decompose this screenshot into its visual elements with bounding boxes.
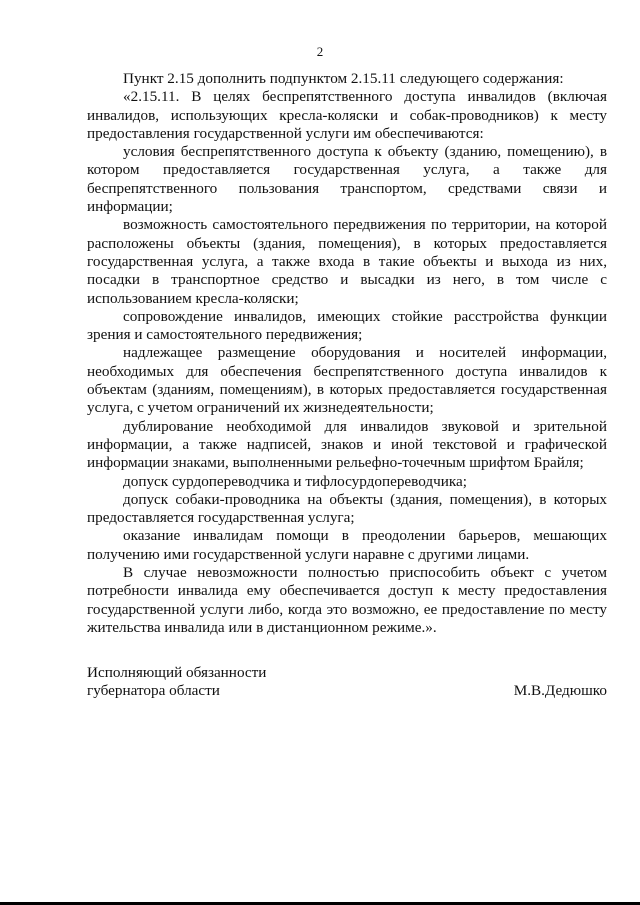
paragraph: допуск собаки-проводника на объекты (здания, помещения), в которых предоставляется государственная услуга; [87,490,607,527]
paragraph: оказание инвалидам помощи в преодолении барьеров, мешающих получению ими государственной услуги наравне с другими лицами. [87,527,607,563]
paragraph: возможность самостоятельного передвижения по территории, на которой расположены объекты (здания, помещения), в которых предоставляется государственная услуга, а также входа в такие объекты и выхода из них, посадки в транспортное средство и высадки из него, в том числе с использованием кресла-коляски; [87,216,607,307]
page-number: 2 [316,44,324,59]
signature-block [87,664,607,701]
paragraph: допуск сурдопереводчика и тифлосурдопереводчика; [123,472,467,490]
paragraph: условия беспрепятственного доступа к объекту (зданию, помещению), в котором предоставляется государственная услуга, а также для беспрепятственного пользования транспортом, средствами связи и информации; [87,143,607,216]
paragraph: «2.15.11. В целях беспрепятственного доступа инвалидов (включая инвалидов, использующих кресла-коляски и собак-проводников) к месту предоставления государственной услуги им обеспечиваются: [87,88,607,142]
paragraph: дублирование необходимой для инвалидов звуковой и зрительной информации, а также надписей, знаков и иной текстовой и графической информации знаками, выполненными рельефно-точечным шрифтом Брайля; [87,417,607,472]
document-body [87,70,607,637]
paragraph: В случае невозможности полностью приспособить объект с учетом потребности инвалида ему обеспечивается доступ к месту предоставления государственной услуги либо, когда это возможно, ее предоставление по месту жительства инвалида или в дистанционном режиме.». [87,564,607,636]
paragraph: надлежащее размещение оборудования и носителей информации, необходимых для обеспечения беспрепятственного доступа инвалидов к объектам (зданиям, помещениям), в которых предоставляется государственная услуга, с учетом ограничений их жизнедеятельности; [87,344,607,417]
signatory-name: М.В.Дедюшко [513,682,607,700]
signatory-title-line2: губернатора области [87,682,220,700]
paragraph: сопровождение инвалидов, имеющих стойкие расстройства функции зрения и самостоятельного передвижения; [87,307,607,344]
signatory-title-line1: Исполняющий обязанности [87,664,267,681]
paragraph: Пункт 2.15 дополнить подпунктом 2.15.11 следующего содержания: [123,70,564,87]
